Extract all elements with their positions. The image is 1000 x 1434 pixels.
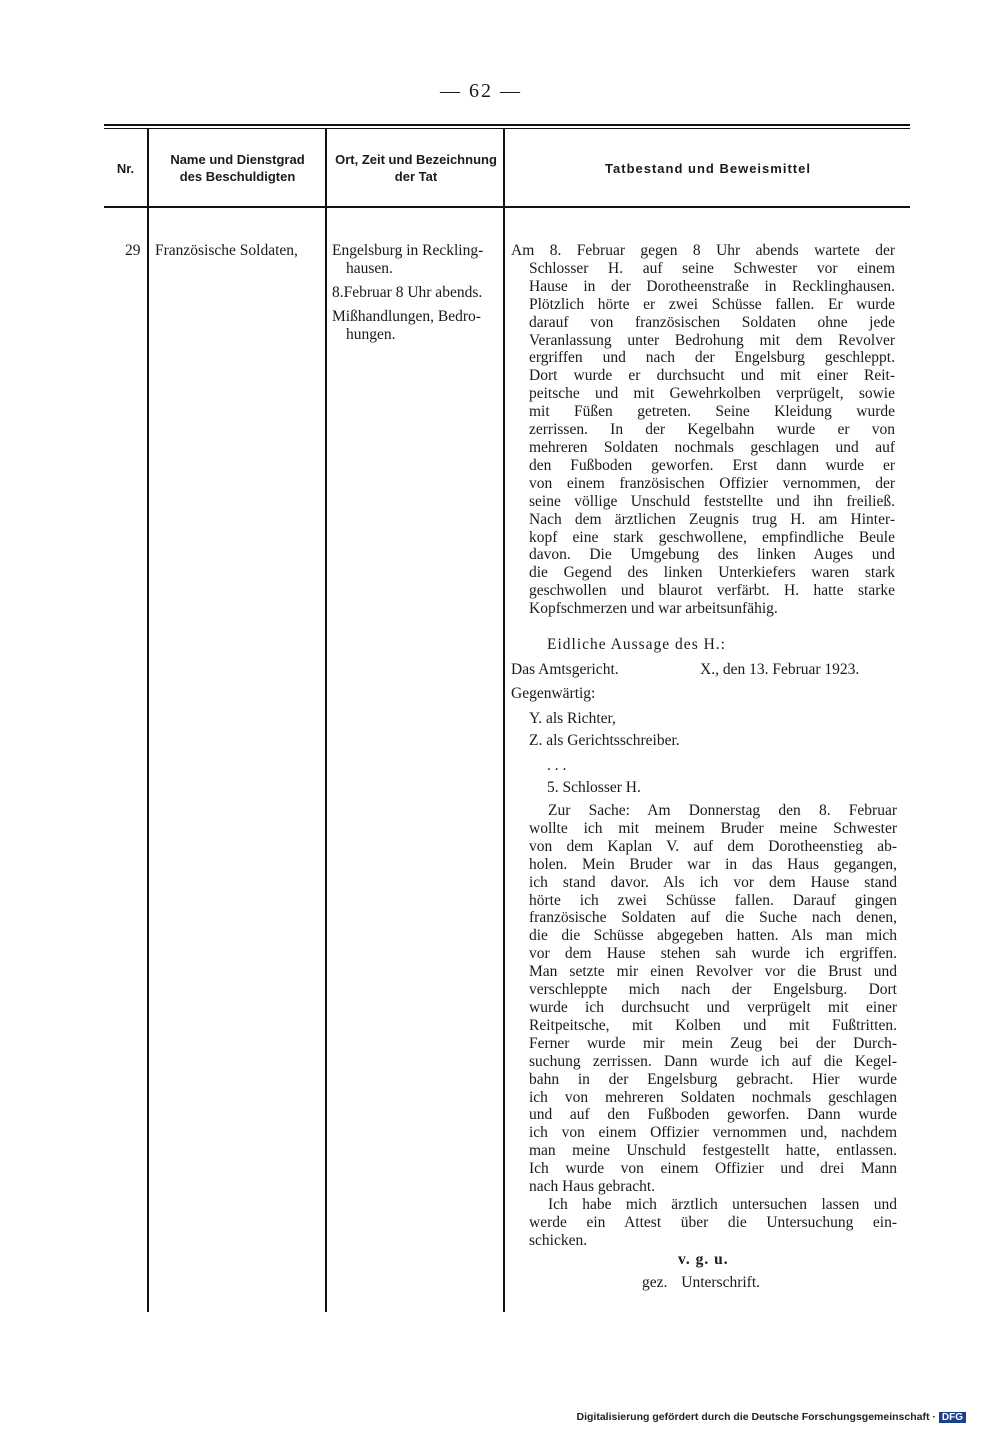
dfg-logo: DFG bbox=[939, 1412, 966, 1423]
accused-name: Französische Soldaten, bbox=[155, 242, 298, 259]
footer-credit: Digitalisierung gefördert durch die Deutsche Forschungsgemeinschaft · DFG bbox=[577, 1411, 967, 1423]
text-line: zerrissen. In der Kegelbahn wurde er von bbox=[529, 421, 895, 439]
text-line: die die Schüsse abgegeben hatten. Als man mich bbox=[529, 927, 897, 945]
text-line: mehreren Soldaten nochmals geschlagen und auf bbox=[529, 438, 895, 456]
column-divider bbox=[503, 129, 505, 1312]
witness: 5. Schlosser H. bbox=[547, 779, 641, 796]
text-line: wollte ich mit meinem Bruder meine Schwester bbox=[529, 819, 897, 837]
text-line: geschwollen und blaurot verfärbt. H. hatte starke bbox=[529, 582, 895, 600]
time: 8.Februar 8 Uhr abends. bbox=[332, 284, 483, 301]
text-line: von dem Kaplan V. auf dem Dorotheenstieg ab- bbox=[529, 837, 897, 855]
text-line: Ich wurde von einem Offizier und drei Mann bbox=[529, 1160, 897, 1178]
text-line: nach Haus gebracht. bbox=[529, 1178, 656, 1196]
text-line: Plötzlich hörte er zwei Schüsse fallen. Er wurde bbox=[529, 295, 895, 313]
court-date: X., den 13. Februar 1923. bbox=[700, 661, 860, 678]
ellipsis: . . . bbox=[547, 757, 567, 774]
present-label: Gegenwärtig: bbox=[511, 685, 596, 702]
header-nr: Nr. bbox=[116, 160, 135, 176]
statement-paragraph bbox=[529, 802, 897, 1250]
text-line: kopf eine stark geschwollene, empfindliche Beule bbox=[529, 528, 895, 546]
text-line: darauf von französischen Soldaten ohne jede bbox=[529, 313, 895, 331]
text-line: ich von einem Offizier vernommen und, nachdem bbox=[529, 1124, 897, 1142]
place: Engelsburg in Reckling- hausen. bbox=[332, 242, 484, 277]
column-divider bbox=[325, 129, 327, 1312]
text-line: den Fußboden geworfen. Erst dann wurde er bbox=[529, 456, 895, 474]
text-line: Ferner wurde mir mein Zeug bei der Durch- bbox=[529, 1034, 897, 1052]
text-line: ich von mehreren Soldaten nochmals geschlagen bbox=[529, 1088, 897, 1106]
offense: Mißhandlungen, Bedro- hungen. bbox=[332, 308, 481, 343]
header-tatbestand: Tatbestand und Beweismittel bbox=[605, 160, 811, 176]
text-line: peitsche und mit Gewehrkolben verprügelt, sowie bbox=[529, 385, 895, 403]
text-line: Hause in der Dorotheenstraße in Recklinghausen. bbox=[529, 277, 895, 295]
text-line: Dort wurde er durchsucht und mit einer Reit- bbox=[529, 367, 895, 385]
text-line: Man setzte mir einen Revolver vor die Brust und bbox=[529, 963, 897, 981]
text-line: seine völlige Unschuld feststellte und ihn freiließ. bbox=[529, 492, 895, 510]
text-line: bahn in der Engelsburg gebracht. Hier wurde bbox=[529, 1070, 897, 1088]
text-line: schicken. bbox=[529, 1231, 588, 1249]
text-line: mit Füßen getreten. Seine Kleidung wurde bbox=[529, 403, 895, 421]
text-line: von einem französischen Offizier vernommen, der bbox=[529, 474, 895, 492]
text-line: französische Soldaten auf die Suche nach denen, bbox=[529, 909, 897, 927]
text-line: hörte ich zwei Schüsse fallen. Darauf gingen bbox=[529, 891, 897, 909]
text-line: Am 8. Februar gegen 8 Uhr abends wartete der bbox=[511, 242, 895, 259]
court: Das Amtsgericht. bbox=[511, 661, 619, 678]
text-line: Zur Sache: Am Donnerstag den 8. Februar bbox=[548, 802, 897, 819]
text-line: wurde ich durchsucht und verprügelt mit einer bbox=[529, 998, 897, 1016]
text-line: verschleppte mich nach der Engelsburg. Dort bbox=[529, 981, 897, 999]
text-line: ich stand davor. Als ich vor dem Hause stand bbox=[529, 873, 897, 891]
testimony-title: Eidliche Aussage des H.: bbox=[547, 636, 726, 653]
facts-paragraph bbox=[511, 242, 895, 618]
text-line: Ich habe mich ärztlich untersuchen lassen und bbox=[548, 1195, 897, 1213]
text-line: holen. Mein Bruder war in das Haus gegangen, bbox=[529, 855, 897, 873]
text-line: Schlosser H. auf seine Schwester vor einem bbox=[529, 259, 895, 277]
text-line: Veranlassung unter Bedrohung mit dem Revolver bbox=[529, 331, 895, 349]
header-ort: Ort, Zeit und Bezeichnung der Tat bbox=[335, 152, 497, 184]
text-line: werde ein Attest über die Untersuchung ein- bbox=[529, 1213, 897, 1231]
text-line: Reitpeitsche, mit Kolben und mit Fußtritten. bbox=[529, 1016, 897, 1034]
text-line: suchung zerrissen. Dann wurde ich auf die Kegel- bbox=[529, 1052, 897, 1070]
clerk: Z. als Gerichtsschreiber. bbox=[529, 732, 680, 749]
table-top-rule bbox=[104, 124, 910, 126]
text-line: Nach dem ärztlichen Zeugnis trug H. am Hinter- bbox=[529, 510, 895, 528]
header-bottom-rule bbox=[104, 206, 910, 208]
text-line: man meine Unschuld festgestellt hatte, entlassen. bbox=[529, 1142, 897, 1160]
page-number: — 62 — bbox=[440, 80, 522, 102]
closing-formula: v. g. u. bbox=[678, 1251, 729, 1268]
header-name: Name und Dienstgrad des Beschuldigten bbox=[170, 152, 305, 184]
judge: Y. als Richter, bbox=[529, 710, 616, 727]
text-line: vor dem Hause stehen sah wurde ich ergriffen. bbox=[529, 945, 897, 963]
signature: gez. Unterschrift. bbox=[642, 1274, 761, 1291]
place-time-offense bbox=[332, 242, 500, 344]
text-line: Kopfschmerzen und war arbeitsunfähig. bbox=[529, 600, 778, 618]
text-line: die Gegend des linken Unterkiefers waren stark bbox=[529, 564, 895, 582]
text-line: und auf den Fußboden geworfen. Dann wurde bbox=[529, 1106, 897, 1124]
row-number: 29 bbox=[125, 242, 141, 259]
text-line: davon. Die Umgebung des linken Auges und bbox=[529, 546, 895, 564]
column-divider bbox=[147, 129, 149, 1312]
text-line: ergriffen und nach der Engelsburg geschleppt. bbox=[529, 349, 895, 367]
table-top-rule-thin bbox=[104, 128, 910, 129]
